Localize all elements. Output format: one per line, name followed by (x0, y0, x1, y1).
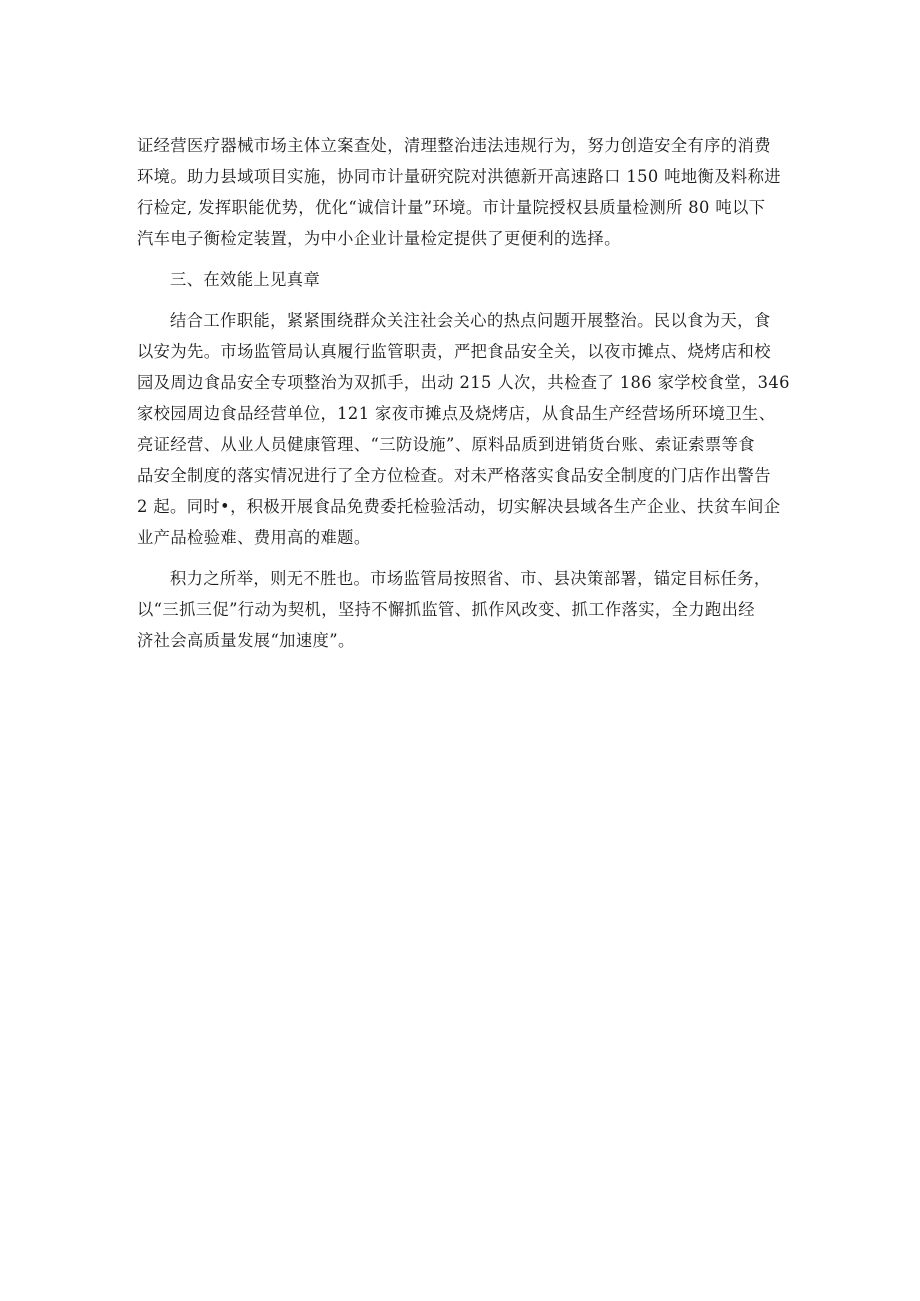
text-line: 亮证经营、从业人员健康管理、“三防设施”、原料品质到进销货台账、索证索票等食 (137, 435, 755, 454)
paragraph-conclusion (137, 563, 797, 656)
section-heading-text: 三、在效能上见真章 (170, 270, 321, 289)
paragraph-consumer-environment (137, 130, 797, 254)
text-line: 证经营医疗器械市场主体立案查处，清理整治违法违规行为，努力创造安全有序的消费 (137, 136, 771, 155)
text-line: 业产品检验难、费用高的难题。 (137, 528, 371, 547)
text-line: 园及周边食品安全专项整治为双抓手，出动 215 人次，共检查了 186 家学校食堂，346 (137, 373, 790, 392)
text-line: 积力之所举，则无不胜也。市场监管局按照省、市、县决策部署，锚定目标任务， (170, 569, 771, 588)
text-line: 结合工作职能，紧紧围绕群众关注社会关心的热点问题开展整治。民以食为天，食 (170, 311, 771, 330)
text-line: 行检定, 发挥职能优势，优化“诚信计量”环境。市计量院授权县质量检测所 80 吨以下 (137, 198, 766, 217)
text-line: 汽车电子衡检定装置，为中小企业计量检定提供了更便利的选择。 (137, 229, 621, 248)
paragraph-food-safety (137, 305, 797, 553)
text-line: 家校园周边食品经营单位，121 家夜市摊点及烧烤店，从食品生产经营场所环境卫生、 (137, 404, 776, 423)
text-line: 环境。助力县域项目实施，协同市计量研究院对洪德新开高速路口 150 吨地衡及料称进 (137, 167, 781, 186)
section-heading-3 (137, 264, 797, 295)
text-line: 2 起。同时•，积极开展食品免费委托检验活动，切实解决县域各生产企业、扶贫车间企 (137, 497, 781, 516)
text-line: 以安为先。市场监管局认真履行监管职责，严把食品安全关，以夜市摊点、烧烤店和校 (137, 342, 771, 361)
document-page (137, 130, 797, 656)
text-line: 品安全制度的落实情况进行了全方位检查。对未严格落实食品安全制度的门店作出警告 (137, 466, 771, 485)
text-line: 以“三抓三促”行动为契机，坚持不懈抓监管、抓作风改变、抓工作落实，全力跑出经 (137, 600, 755, 619)
text-line: 济社会高质量发展“加速度”。 (137, 631, 355, 650)
